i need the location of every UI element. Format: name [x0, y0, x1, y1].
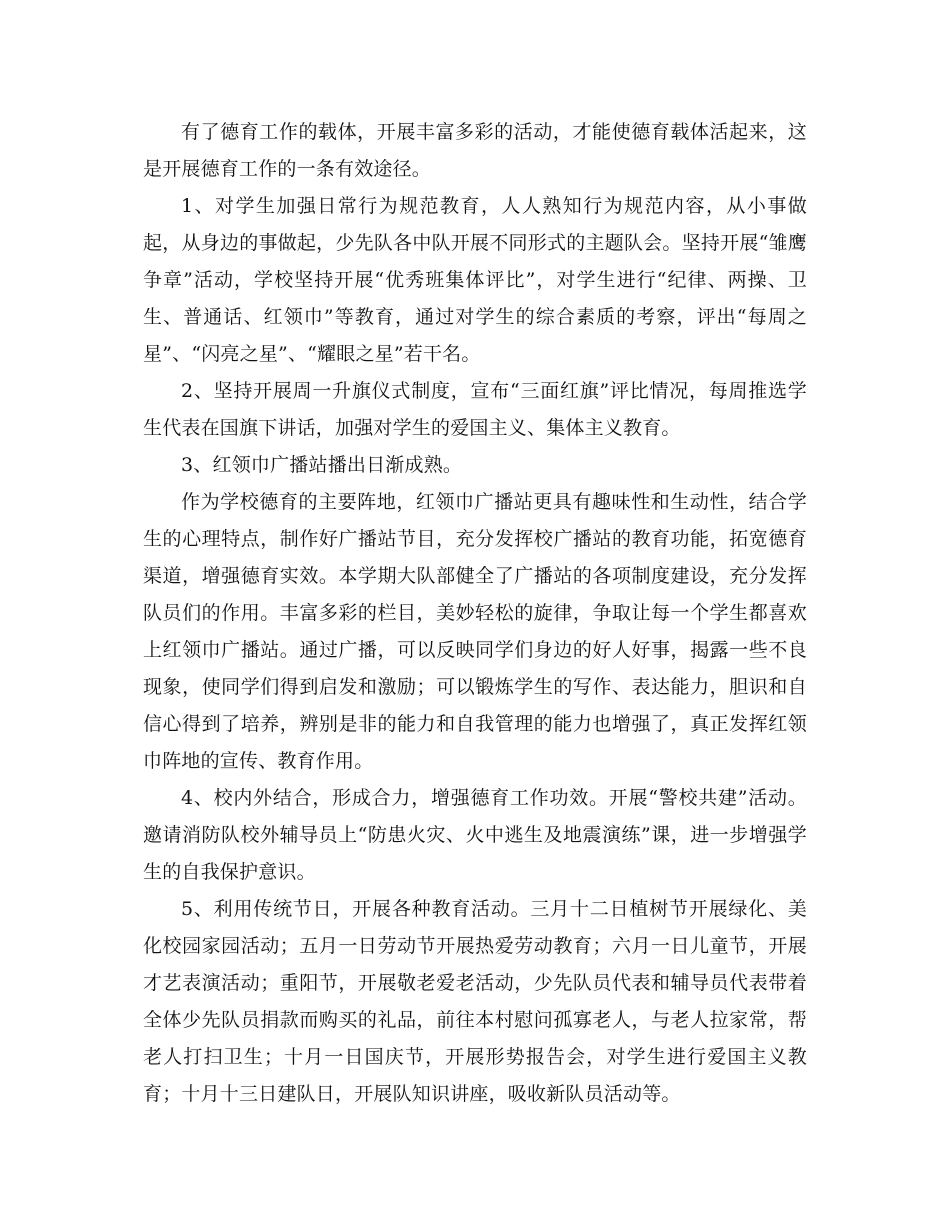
paragraph-item-2: 2、坚持开展周一升旗仪式制度，宣布“三面红旗”评比情况，每周推选学生代表在国旗下讲话，加强对学生的爱国主义、集体主义教育。 [143, 380, 807, 439]
paragraph-item-4: 4、校内外结合，形成合力，增强德育工作功效。开展“警校共建”活动。邀请消防队校外辅导员上“防患火灾、火中逃生及地震演练”课，进一步增强学生的自我保护意识。 [143, 787, 807, 883]
paragraph-item-3: 3、红领巾广播站播出日渐成熟。 [181, 454, 463, 476]
paragraph-item-5: 5、利用传统节日，开展各种教育活动。三月十二日植树节开展绿化、美化校园家园活动；五月一日劳动节开展热爱劳动教育；六月一日儿童节，开展才艺表演活动；重阳节，开展敬老爱老活动，少先队员代表和辅导员代表带着全体少先队员捐款而购买的礼品，前往本村慰问孤寡老人，与老人拉家常，帮老人打扫卫生；十月一日国庆节，开展形势报告会，对学生进行爱国主义教育；十月十三日建队日，开展队知识讲座，吸收新队员活动等。 [143, 898, 807, 1105]
paragraph-item-1: 1、对学生加强日常行为规范教育，人人熟知行为规范内容，从小事做起，从身边的事做起，少先队各中队开展不同形式的主题队会。坚持开展“雏鹰争章”活动，学校坚持开展“优秀班集体评比”，对学生进行“纪律、两操、卫生、普通话、红领巾”等教育，通过对学生的综合素质的考察，评出“每周之星”、“闪亮之星”、“耀眼之星”若干名。 [143, 195, 807, 365]
document-body [143, 114, 807, 1113]
paragraph-intro: 有了德育工作的载体，开展丰富多彩的活动，才能使德育载体活起来，这是开展德育工作的一条有效途径。 [143, 121, 807, 180]
paragraph-broadcast-detail: 作为学校德育的主要阵地，红领巾广播站更具有趣味性和生动性，结合学生的心理特点，制作好广播站节目，充分发挥校广播站的教育功能，拓宽德育渠道，增强德育实效。本学期大队部健全了广播站的各项制度建设，充分发挥队员们的作用。丰富多彩的栏目，美妙轻松的旋律，争取让每一个学生都喜欢上红领巾广播站。通过广播，可以反映同学们身边的好人好事，揭露一些不良现象，使同学们得到启发和激励；可以锻炼学生的写作、表达能力，胆识和自信心得到了培养，辨别是非的能力和自我管理的能力也增强了，真正发挥红领巾阵地的宣传、教育作用。 [143, 491, 807, 772]
